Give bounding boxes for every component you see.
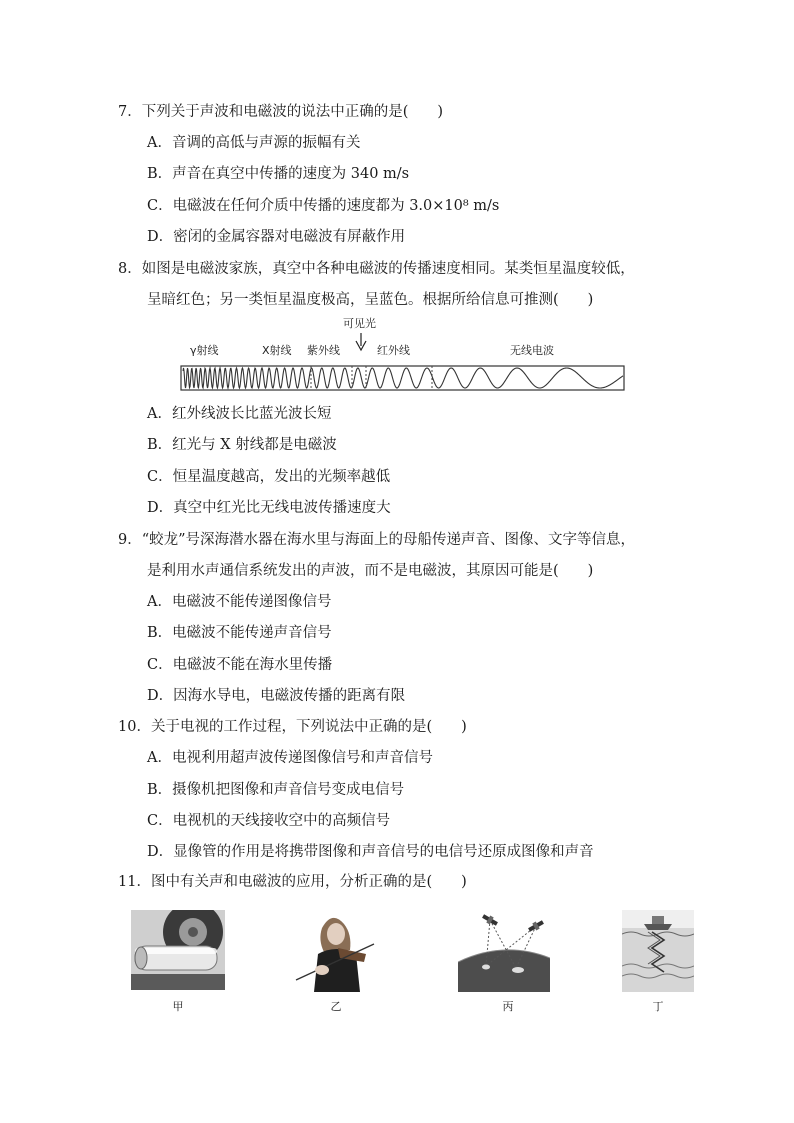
q9-stem-line2: 是利用水声通信系统发出的声波，而不是电磁波，其原因可能是( ) xyxy=(147,563,594,579)
q7-option-c: C．电磁波在任何介质中传播的速度都为 3.0×10⁸ m/s xyxy=(147,198,500,214)
ultraviolet-label: 紫外线 xyxy=(307,344,340,357)
violinist-image xyxy=(294,910,380,992)
q8-option-c: C．恒星温度越高，发出的光频率越低 xyxy=(147,469,391,485)
infrared-label: 红外线 xyxy=(377,344,410,357)
q11-figures xyxy=(0,910,794,1020)
q10-option-b: B．摄像机把图像和声音信号变成电信号 xyxy=(147,782,405,798)
q10-option-d: D．显像管的作用是将携带图像和声音信号的电信号还原成图像和声音 xyxy=(147,844,594,860)
q8-option-d: D．真空中红光比无线电波传播速度大 xyxy=(147,500,391,516)
q8-option-b: B．红光与 X 射线都是电磁波 xyxy=(147,437,337,453)
radio-wave-label: 无线电波 xyxy=(510,344,554,357)
q8-stem-line2: 呈暗红色；另一类恒星温度极高，呈蓝色。根据所给信息可推测( ) xyxy=(147,292,594,308)
figure-label-ding: 丁 xyxy=(652,1000,664,1013)
q9-stem-line1: 9．“蛟龙”号深海潜水器在海水里与海面上的母船传递声音、图像、文字等信息， xyxy=(118,532,636,548)
q11-stem: 11．图中有关声和电磁波的应用，分析正确的是( ) xyxy=(118,874,467,890)
muffler-image xyxy=(131,910,225,990)
visible-light-arrow-icon xyxy=(356,333,366,350)
q7-option-b: B．声音在真空中传播的速度为 340 m/s xyxy=(147,166,410,182)
q9-option-a: A．电磁波不能传递图像信号 xyxy=(147,594,332,610)
q7-option-a: A．音调的高低与声源的振幅有关 xyxy=(147,135,361,151)
satellite-image xyxy=(458,910,550,992)
spectrum-wave xyxy=(183,368,623,388)
sonar-ship-image xyxy=(622,910,694,992)
q10-stem: 10．关于电视的工作过程，下列说法中正确的是( ) xyxy=(118,719,467,735)
visible-light-label: 可见光 xyxy=(343,317,376,330)
q7-option-d: D．密闭的金属容器对电磁波有屏蔽作用 xyxy=(147,229,406,245)
q10-option-a: A．电视利用超声波传递图像信号和声音信号 xyxy=(147,750,433,766)
q9-option-d: D．因海水导电，电磁波传播的距离有限 xyxy=(147,688,406,704)
figure-label-bing: 丙 xyxy=(502,1000,514,1013)
em-spectrum-figure xyxy=(180,316,626,392)
em-spectrum-svg xyxy=(180,316,626,392)
gamma-ray-label: γ射线 xyxy=(190,344,219,357)
figure-label-yi: 乙 xyxy=(330,1000,342,1013)
q8-stem-line1: 8．如图是电磁波家族，真空中各种电磁波的传播速度相同。某类恒星温度较低， xyxy=(118,261,635,277)
x-ray-label: X射线 xyxy=(262,344,292,357)
q7-stem: 7．下列关于声波和电磁波的说法中正确的是( ) xyxy=(118,104,444,120)
q10-option-c: C．电视机的天线接收空中的高频信号 xyxy=(147,813,391,829)
figure-label-jia: 甲 xyxy=(172,1000,184,1013)
q9-option-c: C．电磁波不能在海水里传播 xyxy=(147,657,333,673)
q8-option-a: A．红外线波长比蓝光波长短 xyxy=(147,406,332,422)
q9-option-b: B．电磁波不能传递声音信号 xyxy=(147,625,332,641)
